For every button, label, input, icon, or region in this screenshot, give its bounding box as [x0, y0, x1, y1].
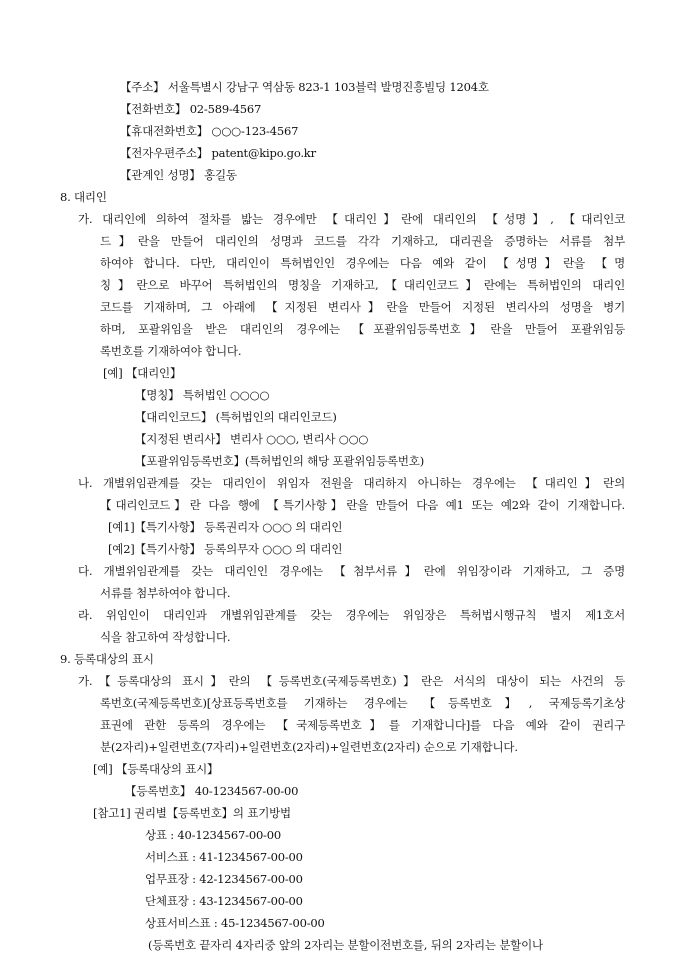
section8-ga-example-line: 【대리인코드】 (특허법인의 대리인코드) [135, 410, 337, 424]
section8-ga-line: 칭】란으로 바꾸어 특허법인의 명칭을 기재하고,【대리인코드】란에는 특허법인의 대리인 [100, 278, 625, 292]
contact-email: 【전자우편주소】 patent@kipo.go.kr [120, 146, 316, 160]
section8-heading: 8. 대리인 [60, 190, 107, 204]
section8-na-example: [예2]【특기사항】 등록의무자 ○○○ 의 대리인 [108, 542, 343, 556]
section9-ref-item: 상표 : 40-1234567-00-00 [145, 828, 281, 842]
section9-example-value: 【등록번호】 40-1234567-00-00 [125, 784, 299, 798]
contact-phone: 【전화번호】 02-589-4567 [120, 102, 262, 116]
contact-mobile: 【휴대전화번호】 ○○○-123-4567 [120, 124, 299, 138]
section8-da-line: 다. 개별위임관계를 갖는 대리인인 경우에는 【첨부서류】란에 위임장이라 기재하고, 그 증명 [78, 564, 625, 578]
section8-ga-example-label: [예] 【대리인】 [103, 366, 182, 380]
section9-note: (등록번호 끝자리 4자리중 앞의 2자리는 분할이전번호를, 뒤의 2자리는 분할이나 [148, 938, 543, 952]
section8-ga-line: 하여야 합니다. 다만, 대리인이 특허법인인 경우에는 다음 예와 같이 【성명】란을 【명 [100, 256, 625, 270]
section8-ra-line: 라. 위임인이 대리인과 개별위임관계를 갖는 경우에는 위임장은 특허법시행규칙 별지 제1호서 [78, 608, 625, 622]
contact-address: 【주소】 서울특별시 강남구 역삼동 823-1 103블럭 발명진흥빌딩 1204호 [120, 80, 489, 94]
section9-example-label: [예] 【등록대상의 표시】 [93, 762, 219, 776]
section8-ga-line: 가. 대리인에 의하여 절차를 밟는 경우에만 【대리인】란에 대리인의 【성명】, 【대리인코 [78, 212, 625, 226]
section9-ref-item: 상표서비스표 : 45-1234567-00-00 [145, 916, 325, 930]
section8-na-example: [예1]【특기사항】 등록권리자 ○○○ 의 대리인 [108, 520, 343, 534]
contact-person: 【관계인 성명】 홍길동 [120, 168, 237, 182]
section8-ga-example-line: 【명칭】 특허법인 ○○○○ [135, 388, 270, 402]
section8-ra-line: 식을 참고하여 작성합니다. [100, 630, 231, 644]
section8-ga-example-line: 【포괄위임등록번호】(특허법인의 해당 포괄위임등록번호) [135, 454, 424, 468]
section9-ref-item: 서비스표 : 41-1234567-00-00 [145, 850, 303, 864]
section9-ref-item: 단체표장 : 43-1234567-00-00 [145, 894, 303, 908]
section8-na-line: 【대리인코드】란 다음 행에 【특기사항】란을 만들어 다음 예1 또는 예2와 같이 기재합니다. [100, 498, 625, 512]
section9-ga-line: 록번호(국제등록번호)[상표등록번호를 기재하는 경우에는 【등록번호】, 국제등록기초상 [100, 696, 625, 710]
section9-ga-line: 표권에 관한 등록의 경우에는 【국제등록번호】를 기재합니다]를 다음 예와 같이 권리구 [100, 718, 625, 732]
section9-ga-line: 가.【등록대상의 표시】란의 【등록번호(국제등록번호)】란은 서식의 대상이 되는 사건의 등 [78, 674, 625, 688]
section8-ga-line: 록번호를 기재하여야 합니다. [100, 344, 242, 358]
section8-ga-example-line: 【지정된 변리사】 변리사 ○○○, 변리사 ○○○ [135, 432, 369, 446]
section9-ref-label: [참고1] 권리별【등록번호】의 표기방법 [93, 806, 291, 820]
section8-da-line: 서류를 첨부하여야 합니다. [100, 586, 231, 600]
section9-heading: 9. 등록대상의 표시 [60, 652, 154, 666]
section9-ga-line: 분(2자리)+일련번호(7자리)+일련번호(2자리)+일련번호(2자리) 순으로 기재합니다. [100, 740, 518, 754]
section9-ref-item: 업무표장 : 42-1234567-00-00 [145, 872, 303, 886]
section8-na-line: 나. 개별위임관계를 갖는 대리인이 위임자 전원을 대리하지 아니하는 경우에는 【대리인】란의 [78, 476, 625, 490]
section8-ga-line: 드】란을 만들어 대리인의 성명과 코드를 각각 기재하고, 대리권을 증명하는 서류를 첨부 [100, 234, 625, 248]
section8-ga-line: 코드를 기재하며, 그 아래에 【지정된 변리사】란을 만들어 지정된 변리사의 성명을 병기 [100, 300, 625, 314]
section8-ga-line: 하며, 포괄위임을 받은 대리인의 경우에는 【포괄위임등록번호】란을 만들어 포괄위임등 [100, 322, 625, 336]
